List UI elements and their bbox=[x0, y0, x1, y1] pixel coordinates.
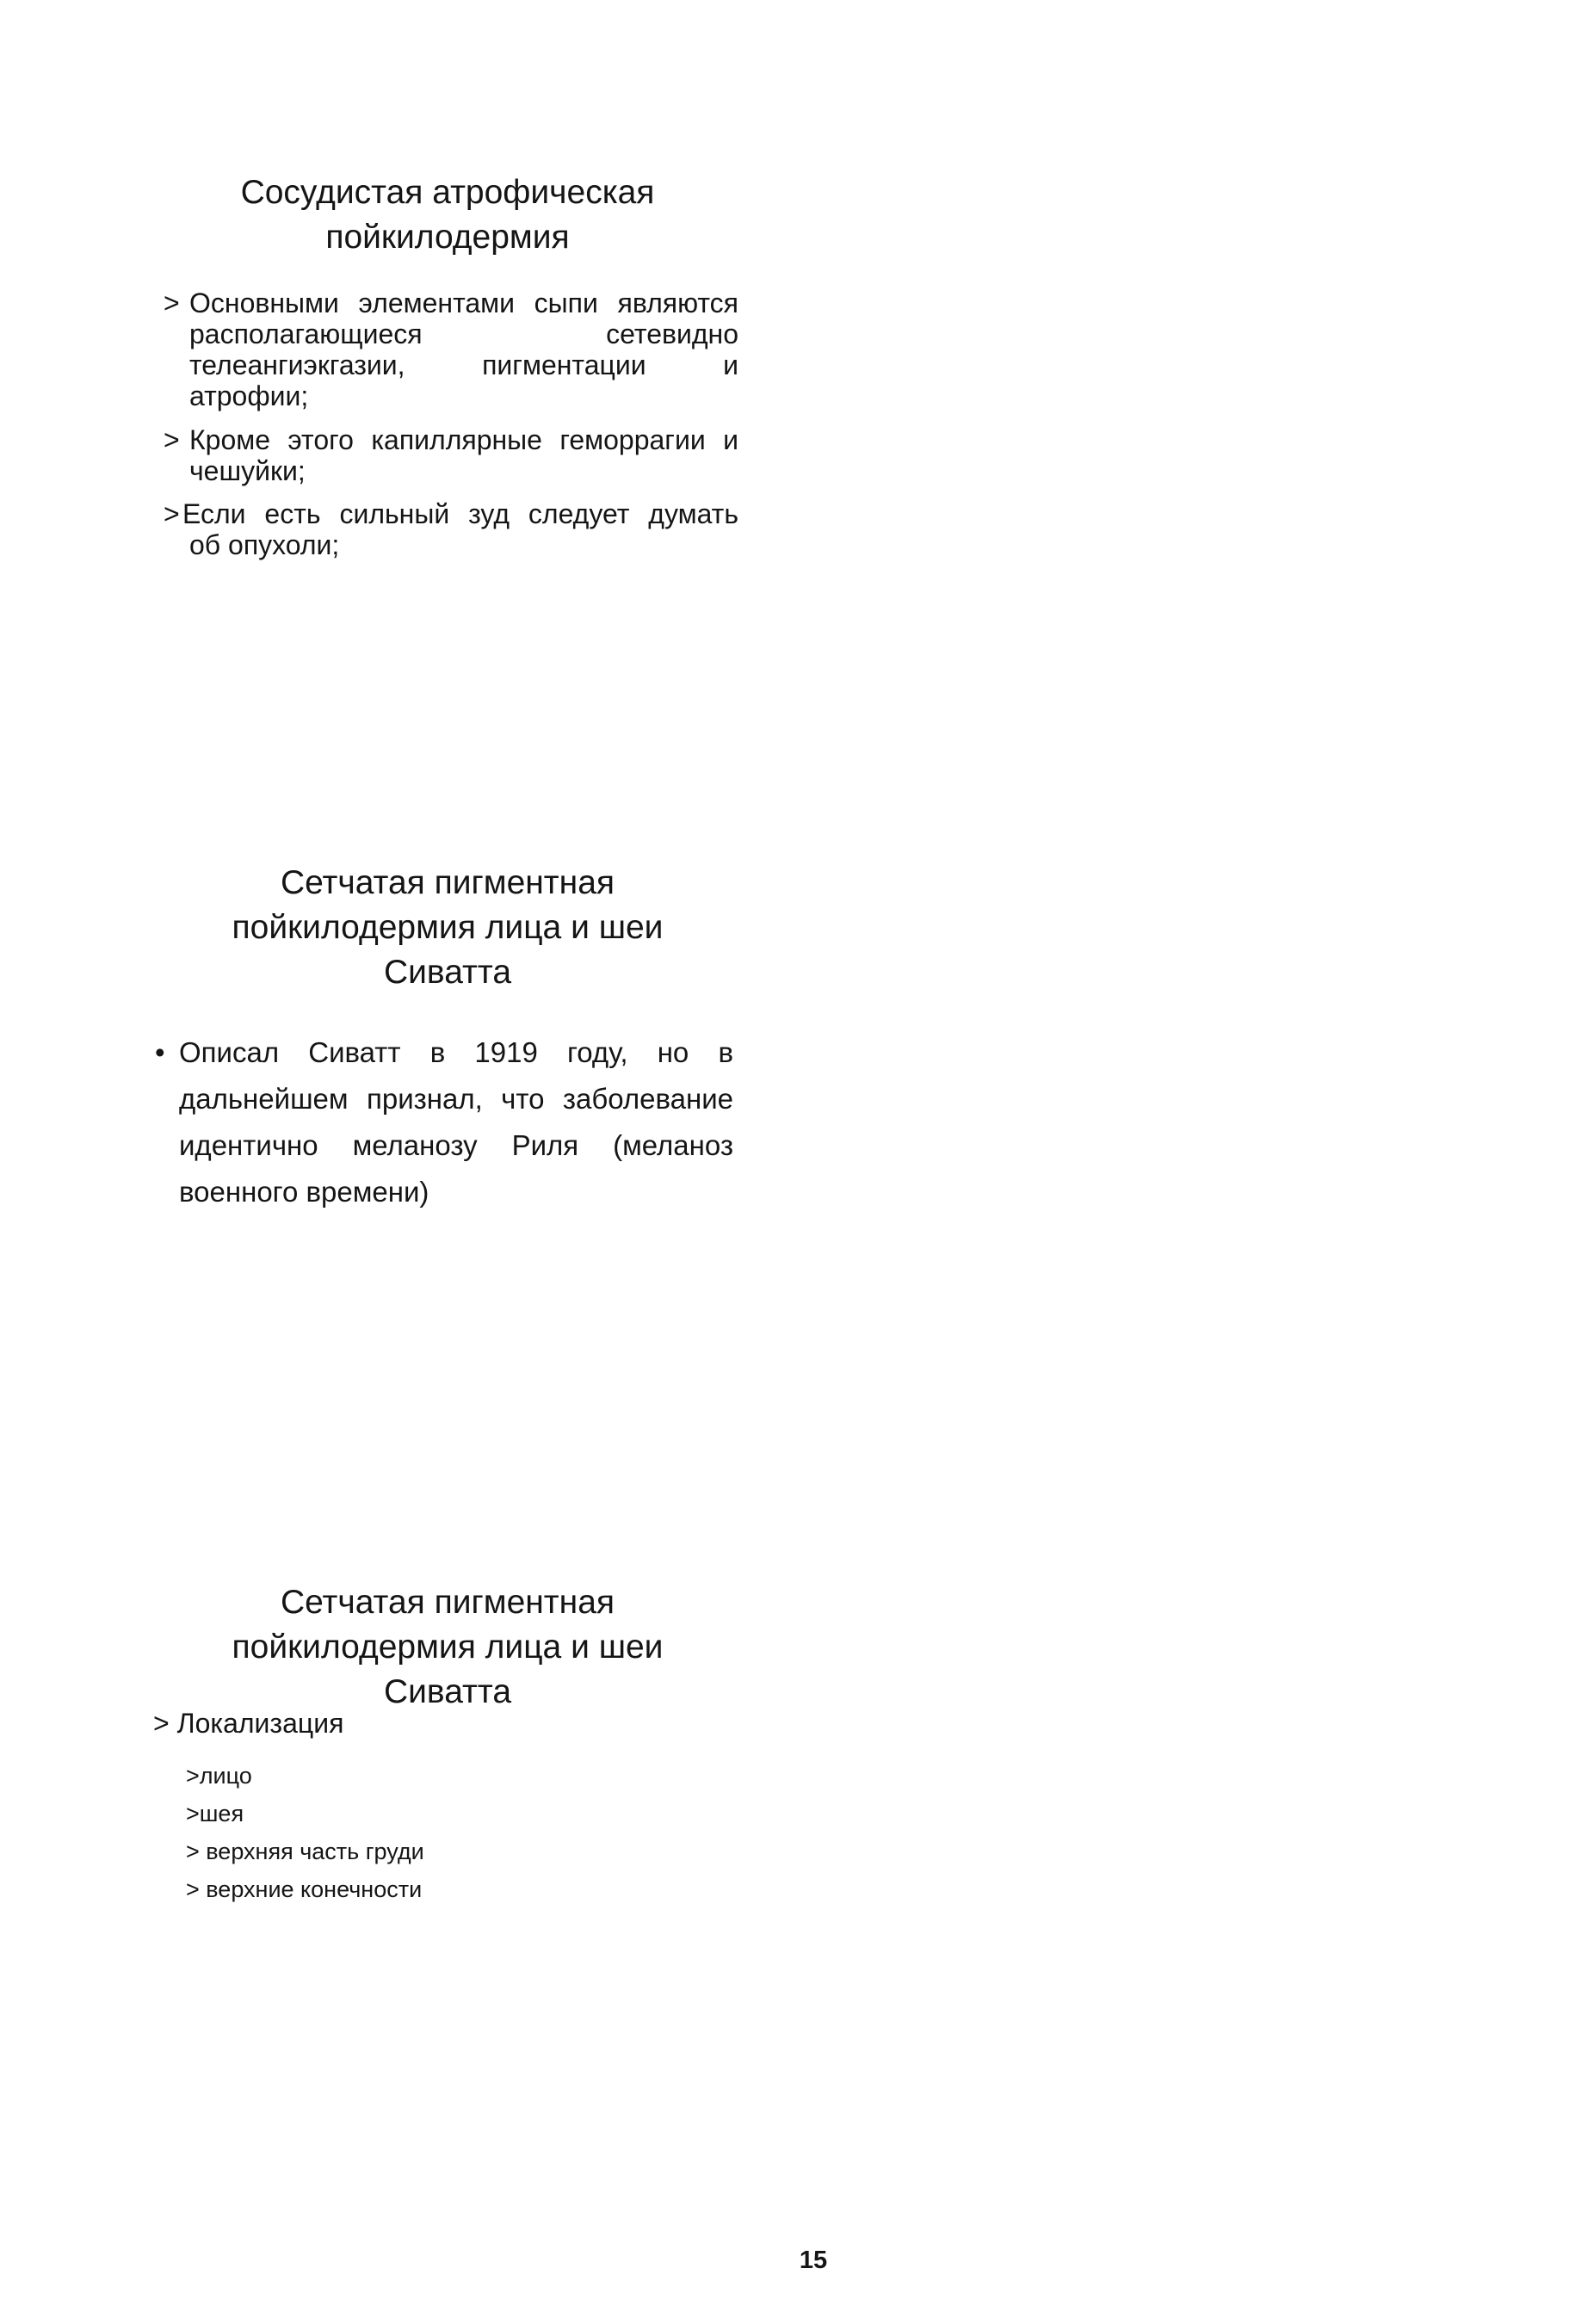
slide-3-title-line: Сиватта bbox=[383, 1673, 512, 1710]
bullet-text-line: дальнейшем признал, что заболевание bbox=[179, 1083, 733, 1115]
bullet-marker: > bbox=[164, 424, 180, 455]
bullet-marker: • bbox=[155, 1036, 165, 1068]
slide-2-title-line: Сиватта bbox=[383, 954, 512, 991]
page-number: 15 bbox=[799, 2247, 828, 2274]
localization-heading: > Локализация bbox=[153, 1708, 344, 1739]
bullet-text-line: телеангиэкгазии, пигментации и bbox=[189, 349, 738, 380]
slide-2-title bbox=[172, 861, 723, 995]
bullet-text-line: атрофии; bbox=[189, 380, 309, 411]
bullet-text-line: Кроме этого капиллярные геморрагии и bbox=[189, 424, 738, 455]
bullet-text-line: располагающиеся сетевидно bbox=[189, 318, 738, 349]
bullet-text-line: об опухоли; bbox=[189, 529, 340, 560]
localization-item: >лицо bbox=[186, 1763, 252, 1789]
localization-item: >шея bbox=[186, 1801, 244, 1826]
slide-2-title-line: Сетчатая пигментная bbox=[280, 864, 615, 901]
bullet-text-line: идентично меланозу Риля (меланоз bbox=[179, 1129, 733, 1161]
localization-item: > верхние конечности bbox=[186, 1876, 423, 1902]
localization-item: > верхняя часть груди bbox=[186, 1839, 424, 1864]
bullet-text-line: чешуйки; bbox=[189, 455, 306, 486]
slide-3-title bbox=[172, 1580, 723, 1715]
bullet-text-line: военного времени) bbox=[179, 1176, 429, 1208]
bullet-marker: > bbox=[164, 498, 180, 529]
slide-1-title-line: Сосудистая атрофическая bbox=[240, 174, 655, 211]
slide-3-title-line: Сетчатая пигментная bbox=[280, 1584, 615, 1621]
slide-1-title bbox=[172, 170, 723, 260]
bullet-text-line: Описал Сиватт в 1919 году, но в bbox=[179, 1036, 733, 1068]
slide-2-title-line: пойкилодермия лица и шеи bbox=[232, 909, 664, 946]
slide-3-title-line: пойкилодермия лица и шеи bbox=[232, 1629, 664, 1666]
bullet-text-line: Если есть сильный зуд следует думать bbox=[182, 498, 738, 529]
slide-1-title-line: пойкилодермия bbox=[325, 219, 570, 256]
bullet-text-line: Основными элементами сыпи являются bbox=[189, 287, 738, 318]
bullet-marker: > bbox=[164, 287, 180, 318]
